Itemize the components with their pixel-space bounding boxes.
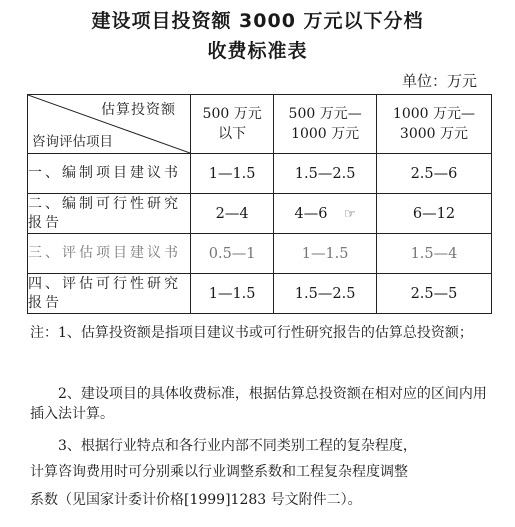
title-line-2: 收费标准表 xyxy=(207,40,308,62)
table-cell: 6—12 xyxy=(376,194,491,234)
table-cell: 1.5—2.5 xyxy=(274,274,377,314)
column-header-2-line2: 1000 万元 xyxy=(291,126,360,142)
row-item-label: 三、评估项目建议书 xyxy=(28,234,191,274)
column-header-3-line2: 3000 万元 xyxy=(399,126,469,142)
table-cell: 1—1.5 xyxy=(274,234,377,274)
pointer-hand-icon: ☞ xyxy=(344,206,356,222)
table-cell: 1.5—4 xyxy=(376,234,491,274)
table-cell: 0.5—1 xyxy=(191,234,274,274)
unit-label: 单位：万元 xyxy=(401,72,477,90)
table-cell: 1—1.5 xyxy=(191,154,274,194)
note-2: 2、建设项目的具体收费标准，根据估算总投资额在相对应的区间内用插入法计算。 xyxy=(30,386,487,422)
row-item-label: 四、评估可行性研究报告 xyxy=(28,274,191,314)
row-item-label: 二、编制可行性研究报告 xyxy=(28,194,191,234)
table-cell: 2.5—6 xyxy=(376,154,491,194)
note-3-line-2: 计算咨询费用时可分别乘以行业调整系数和工程复杂程度调整 xyxy=(30,464,408,480)
header-row xyxy=(28,95,492,154)
header-bottom-label: 咨询评估项目 xyxy=(32,134,113,150)
diagonal-header-cell xyxy=(28,95,191,154)
column-header-3-line1: 1000 万元— xyxy=(392,106,476,122)
table-row xyxy=(28,154,492,194)
table-cell xyxy=(274,194,377,234)
table-cell: 2.5—5 xyxy=(376,274,491,314)
header-top-label: 估算投资额 xyxy=(101,102,176,118)
table-cell-value: 4—6 xyxy=(294,205,328,222)
fee-table xyxy=(27,94,492,314)
table-row xyxy=(28,194,492,234)
note-3-line-3: 系数（见国家计委计价格[1999]1283 号文附件二）。 xyxy=(30,492,362,508)
table-cell: 1—1.5 xyxy=(191,274,274,314)
column-header-3 xyxy=(376,95,491,154)
note-1: 注：1、估算投资额是指项目建议书或可行性研究报告的估算总投资额； xyxy=(30,325,473,341)
table-cell: 2—4 xyxy=(191,194,274,234)
note-3: 3、根据行业特点和各行业内部不同类别工程的复杂程度， xyxy=(58,438,417,454)
column-header-1-line1: 500 万元 xyxy=(202,106,262,122)
table-row xyxy=(28,274,492,314)
row-item-label: 一、编制项目建议书 xyxy=(28,154,191,194)
column-header-1 xyxy=(191,95,274,154)
table-row xyxy=(28,234,492,274)
column-header-1-line2: 以下 xyxy=(218,126,247,142)
column-header-2-line1: 500 万元— xyxy=(288,106,362,122)
title-line-1: 建设项目投资额 3000 万元以下分档 xyxy=(91,10,424,32)
table-cell: 1.5—2.5 xyxy=(274,154,377,194)
column-header-2 xyxy=(274,95,377,154)
